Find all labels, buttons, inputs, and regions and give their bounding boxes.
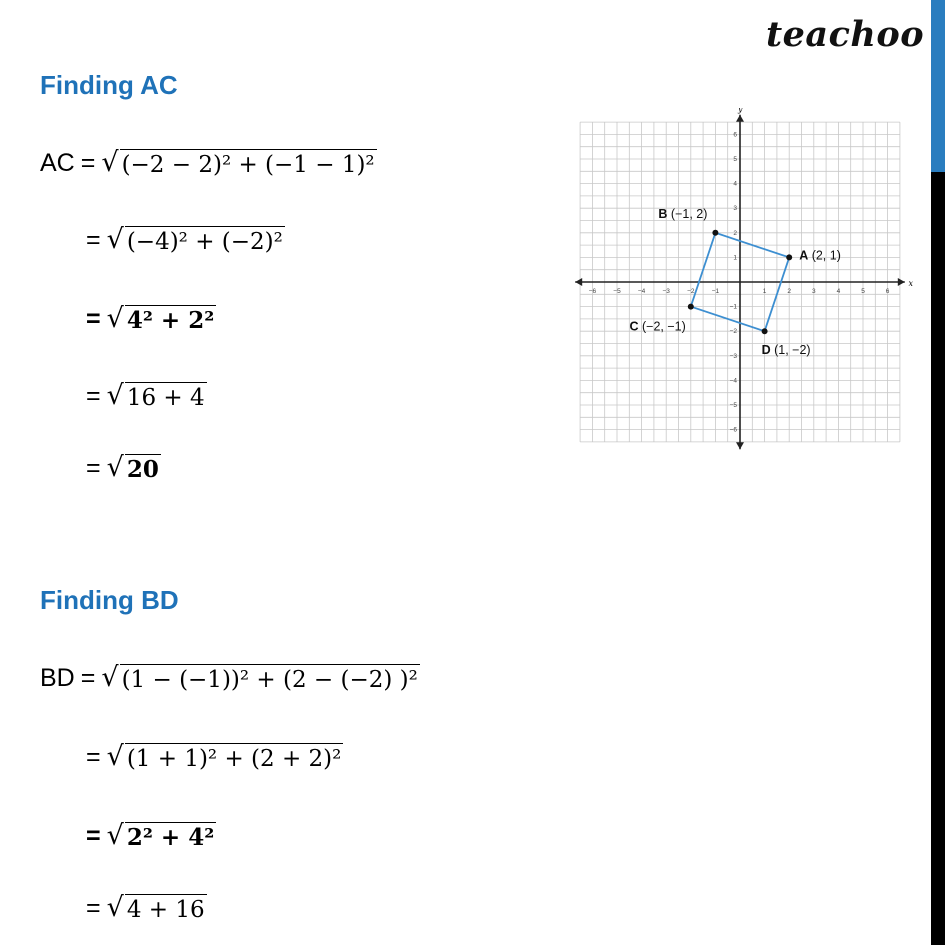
x-tick-label: 5 — [861, 288, 865, 295]
point-c — [688, 304, 694, 310]
equals-sign: = — [86, 381, 101, 410]
radical-sign: √ — [106, 451, 124, 483]
point-coords: (−1, 2) — [667, 206, 708, 221]
x-tick-label: −5 — [613, 288, 621, 295]
square-root — [106, 223, 285, 255]
equals-sign: = — [86, 453, 101, 482]
point-d — [762, 328, 768, 334]
x-tick-label: −1 — [711, 288, 720, 295]
y-tick-label: −3 — [729, 352, 737, 360]
y-tick-label: −1 — [729, 303, 737, 311]
square-root — [106, 819, 217, 851]
radical-sign: √ — [101, 146, 119, 178]
equation-line — [40, 658, 420, 698]
radicand: 4 + 16 — [125, 894, 207, 923]
equation-line — [86, 220, 285, 260]
equation-lhs: AC — [40, 148, 75, 177]
point-name: D — [761, 343, 771, 358]
x-tick-label: 6 — [885, 288, 890, 295]
square-root — [106, 379, 207, 411]
square-root — [106, 451, 161, 483]
x-tick-label: 3 — [811, 288, 816, 295]
x-tick-label: 1 — [762, 288, 767, 295]
x-axis-label: x — [908, 279, 914, 288]
x-axis-arrow-left — [575, 278, 582, 286]
y-tick-label: −4 — [729, 377, 737, 385]
y-tick-label: 6 — [733, 131, 737, 139]
radicand: 2² + 4² — [126, 823, 215, 851]
radicand: 20 — [126, 455, 159, 483]
point-coords: (2, 1) — [808, 248, 841, 263]
x-tick-label: 2 — [787, 288, 792, 295]
equals-sign: = — [80, 663, 96, 692]
y-tick-label: 4 — [733, 180, 737, 188]
equals-sign: = — [86, 893, 101, 922]
y-tick-label: −2 — [729, 328, 737, 336]
point-name: A — [799, 248, 809, 263]
y-tick-label: 5 — [733, 156, 737, 163]
point-a — [786, 254, 792, 260]
teachoo-logo: teachoo — [766, 14, 925, 55]
equation-line — [86, 299, 216, 339]
equation-line — [86, 448, 161, 488]
point-label-b — [658, 207, 707, 221]
point-label-d — [762, 343, 811, 357]
point-coords: (−2, −1) — [638, 319, 686, 334]
x-tick-label: −4 — [637, 288, 646, 295]
point-b — [712, 230, 718, 236]
coordinate-grid-figure — [570, 108, 915, 453]
equals-sign: = — [86, 821, 101, 850]
point-label-c — [630, 320, 686, 334]
y-tick-label: 3 — [733, 205, 737, 213]
y-axis-arrow-down — [736, 442, 744, 449]
radical-sign: √ — [101, 661, 119, 693]
equals-sign: = — [86, 742, 101, 771]
x-tick-label: 4 — [836, 288, 841, 295]
radical-sign: √ — [106, 223, 124, 255]
x-axis-arrow-right — [898, 278, 905, 286]
y-tick-label: 2 — [733, 229, 737, 237]
equation-line — [40, 143, 377, 183]
equals-sign: = — [80, 148, 96, 177]
square-root — [106, 302, 217, 334]
equation-line — [86, 888, 207, 928]
point-name: B — [658, 206, 668, 221]
equation-lhs: BD — [40, 663, 75, 692]
radicand: (1 + 1)² + (2 + 2)² — [125, 743, 344, 772]
radical-sign: √ — [106, 302, 124, 334]
radicand: 4² + 2² — [126, 306, 215, 334]
radical-sign: √ — [106, 740, 124, 772]
radicand: (1 − (−1))² + (2 − (−2) )² — [120, 664, 420, 693]
equation-line — [86, 816, 216, 856]
point-coords: (1, −2) — [770, 343, 811, 358]
x-tick-label: −6 — [588, 288, 597, 295]
y-axis-arrow-up — [736, 115, 744, 122]
point-label-a — [799, 248, 841, 262]
y-tick-label: 1 — [733, 254, 737, 262]
square-root — [106, 891, 207, 923]
radical-sign: √ — [106, 891, 124, 923]
equation-line — [86, 376, 207, 416]
x-tick-label: −3 — [662, 288, 670, 295]
y-tick-label: −5 — [729, 402, 737, 409]
radicand: (−2 − 2)² + (−1 − 1)² — [120, 149, 377, 178]
radicand: 16 + 4 — [125, 382, 207, 411]
radicand: (−4)² + (−2)² — [125, 226, 285, 255]
equation-line — [86, 737, 343, 777]
square-root — [101, 661, 420, 693]
right-sidebar-accent — [931, 0, 945, 172]
equals-sign: = — [86, 225, 101, 254]
x-tick-label: −2 — [687, 288, 695, 295]
y-axis-label: y — [738, 108, 743, 114]
point-name: C — [629, 319, 639, 334]
heading-finding-bd: Finding BD — [40, 585, 179, 615]
radical-sign: √ — [106, 819, 124, 851]
heading-finding-ac: Finding AC — [40, 70, 178, 100]
square-root — [101, 146, 376, 178]
square-root — [106, 740, 344, 772]
radical-sign: √ — [106, 379, 124, 411]
y-tick-label: −6 — [729, 426, 737, 434]
equals-sign: = — [86, 304, 101, 333]
